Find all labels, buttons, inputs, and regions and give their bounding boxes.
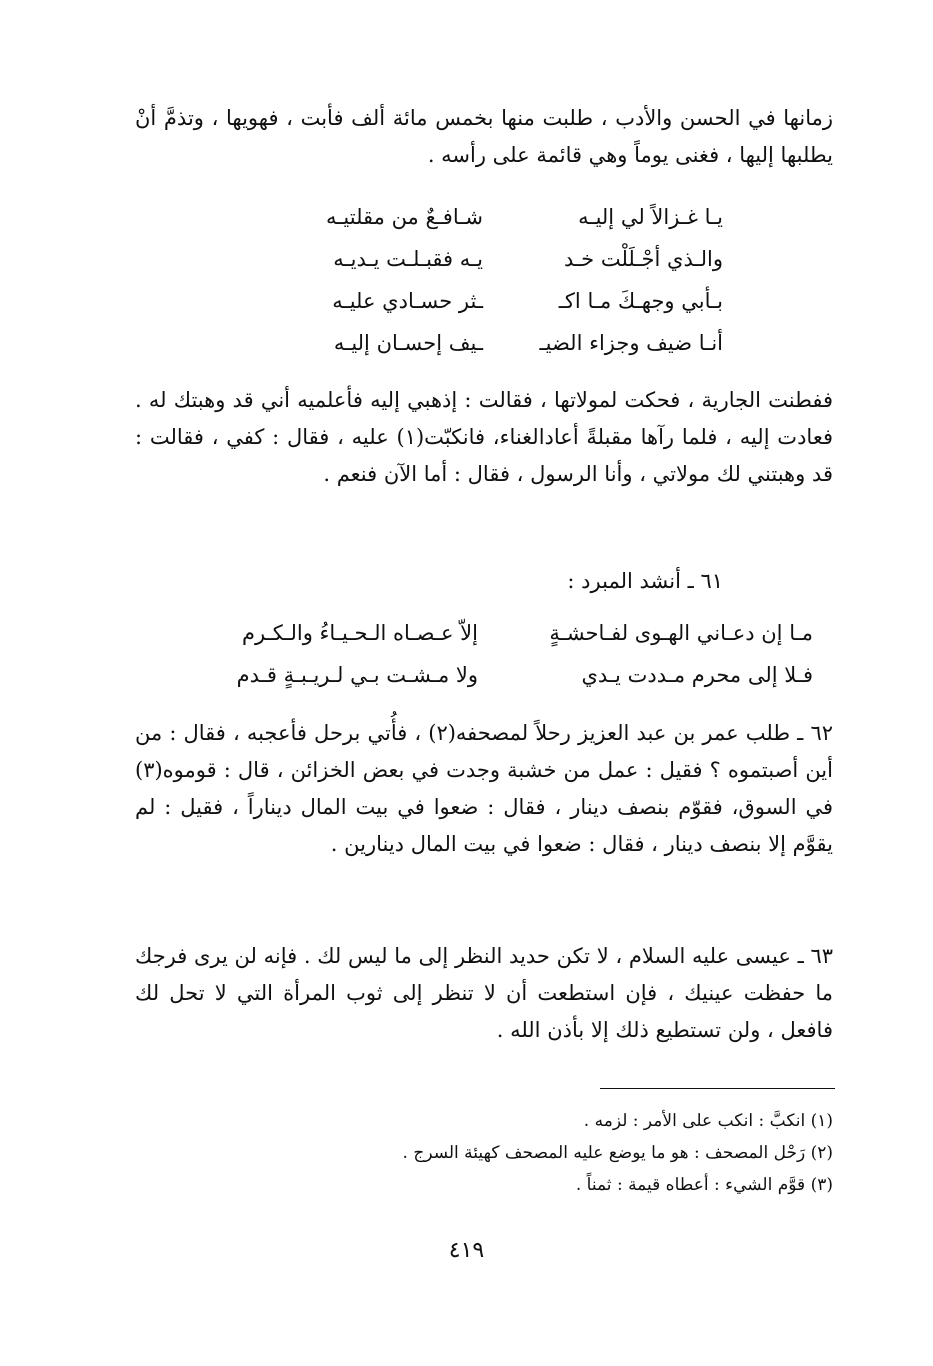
footnote-divider [600, 1088, 835, 1089]
verse-line [153, 612, 813, 654]
page-number: ٤١٩ [448, 1238, 485, 1263]
verse-line [153, 654, 813, 696]
verse-first-hemistich: يـا غـزالاً لي إليـه [578, 205, 723, 229]
verse-first-hemistich: فـلا إلى محرم مـددت يـدي [581, 663, 813, 687]
verse-first-hemistich: أنـا ضيف وجزاء الضيـ [539, 331, 723, 355]
verse-first-hemistich: بـأبي وجهـكَ مـا اكـ [558, 289, 723, 313]
verse-line [243, 322, 723, 364]
footnotes [135, 1105, 833, 1201]
section-61-heading: ٦١ ـ أنشد المبرد : [567, 569, 723, 593]
verse-first-hemistich: مـا إن دعـاني الهـوى لفـاحشـةٍ [549, 621, 813, 645]
footnote-3: (٣) قوَّم الشيء : أعطاه قيمة : ثمناً . [575, 1175, 833, 1195]
paragraph-section-63: ٦٣ ـ عيسى عليه السلام ، لا تكن حديد النظر إلى ما ليس لك . فإنه لن يرى فرجك ما حفظت عينيك ، فإن استطعت أن لا تنظر إلى ثوب المرأة التي لا تحل لك فافعل ، ولن تستطيع ذلك إلا بأذن الله . [135, 944, 833, 1042]
poem-stanza-2 [153, 612, 813, 696]
verse-second-hemistich: ـثر حسـادي عليـه [332, 289, 483, 313]
paragraph-section-62: ٦٢ ـ طلب عمر بن عبد العزيز رحلاً لمصحفه(٢) ، فأُتي برحل فأعجبه ، فقال : من أين أصبتموه ؟ فقيل : عمل من خشبة وجدت في بعض الخزائن ، قال : قوموه(٣) في السوق، فقوّم بنصف دينار ، فقال : ضعوا في بيت المال ديناراً ، فقيل : لم يقوَّم إلا بنصف دينار ، فقال : ضعوا في بيت المال دينارين . [135, 721, 833, 856]
verse-line [243, 196, 723, 238]
verse-second-hemistich: شـافـعٌ من مقلتيـه [325, 205, 483, 229]
paragraph-intro: زمانها في الحسن والأدب ، طلبت منها بخمس مائة ألف فأبت ، فهويها ، وتذمَّ أنْ يطلبها إليها ، فغنى يوماً وهي قائمة على رأسه . [135, 106, 833, 167]
verse-second-hemistich: ولا مـشـت بـي لـريـبـةٍ قـدم [236, 663, 478, 687]
footnote-2: (٢) رَحْل المصحف : هو ما يوضع عليه المصحف كهيئة السرج . [402, 1143, 833, 1163]
verse-second-hemistich: يـه فقبـلـت يـديـه [333, 247, 483, 271]
verse-first-hemistich: والـذي أجْـلَلْت خـد [564, 247, 723, 271]
poem-stanza-1 [243, 196, 723, 364]
verse-second-hemistich: ـيف إحسـان إليـه [333, 331, 483, 355]
verse-line [243, 280, 723, 322]
verse-second-hemistich: إلاّ عـصـاه الـحـيـاءُ والـكـرم [241, 621, 478, 645]
footnote-1: (١) انكبَّ : انكب على الأمر : لزمه . [583, 1111, 833, 1131]
verse-line [243, 238, 723, 280]
paragraph-story-end: ففطنت الجارية ، فحكت لمولاتها ، فقالت : إذهبي إليه فأعلميه أني قد وهبتك له . فعادت إليه ، فلما رآها مقبلةً أعادالغناء، فانكبّت(١) عليه ، فقال : كفي ، فقالت : قد وهبتني لك مولاتي ، وأنا الرسول ، فقال : أما الآن فنعم . [135, 388, 833, 486]
